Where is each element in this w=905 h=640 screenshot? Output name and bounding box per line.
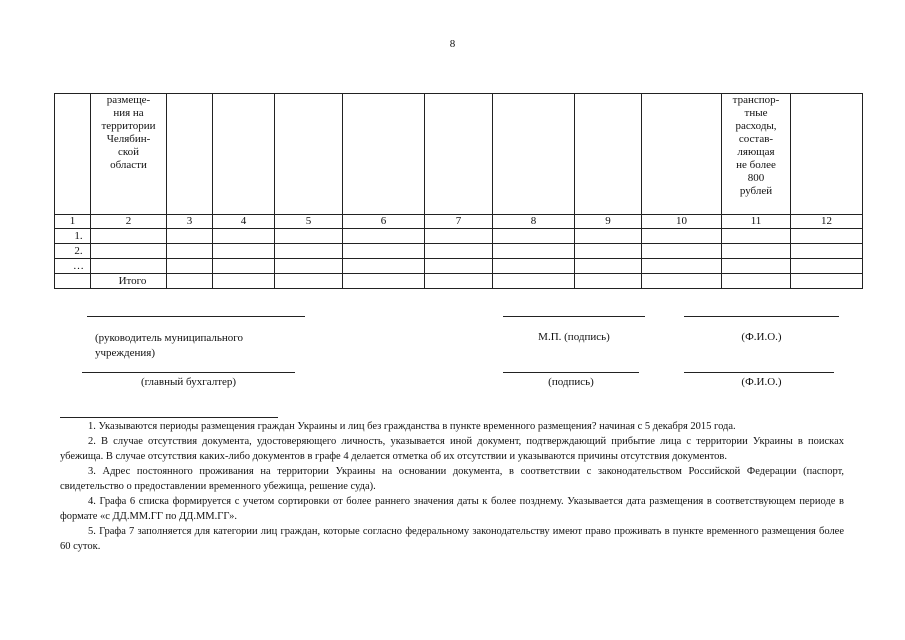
col-number: 6: [343, 215, 425, 229]
footnote: 5. Графа 7 заполняется для категории лиц граждан, которые согласно федеральному законодательству имеют право проживать в пункте временного размещения более 60 суток.: [60, 526, 844, 552]
fio-caption: (Ф.И.О.): [741, 376, 782, 388]
total-row: [55, 274, 863, 289]
col-number: 9: [575, 215, 642, 229]
table-row: [55, 259, 863, 274]
col-number: 5: [275, 215, 343, 229]
signature-line: [82, 372, 295, 373]
total-label: Итого: [91, 274, 167, 289]
data-table: [54, 93, 863, 289]
signature-line: [503, 316, 645, 317]
col-number: 4: [213, 215, 275, 229]
header-row: [55, 94, 863, 215]
footnotes: [60, 419, 844, 554]
footnote: 3. Адрес постоянного проживания на территории Украины на основании документа, в соответствии с законодательством Российской Федерации (паспорт, свидетельство о предоставлении временного убежища, решение суда).: [60, 466, 844, 492]
row-index: 2.: [55, 244, 91, 259]
chief-accountant-caption: (главный бухгалтер): [140, 376, 237, 388]
row-index: 1.: [55, 229, 91, 244]
col-number: 1: [55, 215, 91, 229]
col-number: 12: [791, 215, 863, 229]
header-col-11: транспор- тные расходы, состав- ляющая не более 800 рублей: [722, 94, 791, 215]
header-col-2: размеще- ния на территории Челябин- ской области: [91, 94, 167, 215]
column-numbers-row: [55, 215, 863, 229]
signature-line: [503, 372, 639, 373]
mp-signature-caption: М.П. (подпись): [538, 331, 610, 343]
row-index: …: [55, 259, 91, 274]
signature-line: [684, 372, 834, 373]
signature-caption: (подпись): [548, 376, 594, 388]
page-number: 8: [449, 38, 456, 50]
signature-line: [684, 316, 839, 317]
head-of-institution-caption: (руководитель муниципального учреждения): [95, 332, 244, 359]
col-number: 11: [722, 215, 791, 229]
col-number: 7: [425, 215, 493, 229]
footnote: 1. Указываются периоды размещения граждан Украины и лиц без гражданства в пункте временного размещения? начиная с 5 декабря 2015 года.: [88, 421, 736, 432]
col-number: 10: [642, 215, 722, 229]
col-number: 2: [91, 215, 167, 229]
table-row: [55, 229, 863, 244]
col-number: 8: [493, 215, 575, 229]
fio-caption: (Ф.И.О.): [741, 331, 782, 343]
footnote: 2. В случае отсутствия документа, удостоверяющего личность, указывается иной документ, подтверждающий прибытие лица с территории Украины в поисках убежища. В случае отсутствия каких-либо документов в графе 4 делается отметка об их отсутствии и указываются причины отсутствия документов.: [60, 436, 844, 462]
col-number: 3: [167, 215, 213, 229]
footnote-separator: [60, 417, 278, 418]
footnote: 4. Графа 6 списка формируется с учетом сортировки от более раннего значения даты к более позднему. Указывается дата размещения в соответствующем периоде в формате «с ДД.ММ.ГГ по ДД.ММ.ГГ».: [60, 496, 844, 522]
table-row: [55, 244, 863, 259]
signature-line: [87, 316, 305, 317]
